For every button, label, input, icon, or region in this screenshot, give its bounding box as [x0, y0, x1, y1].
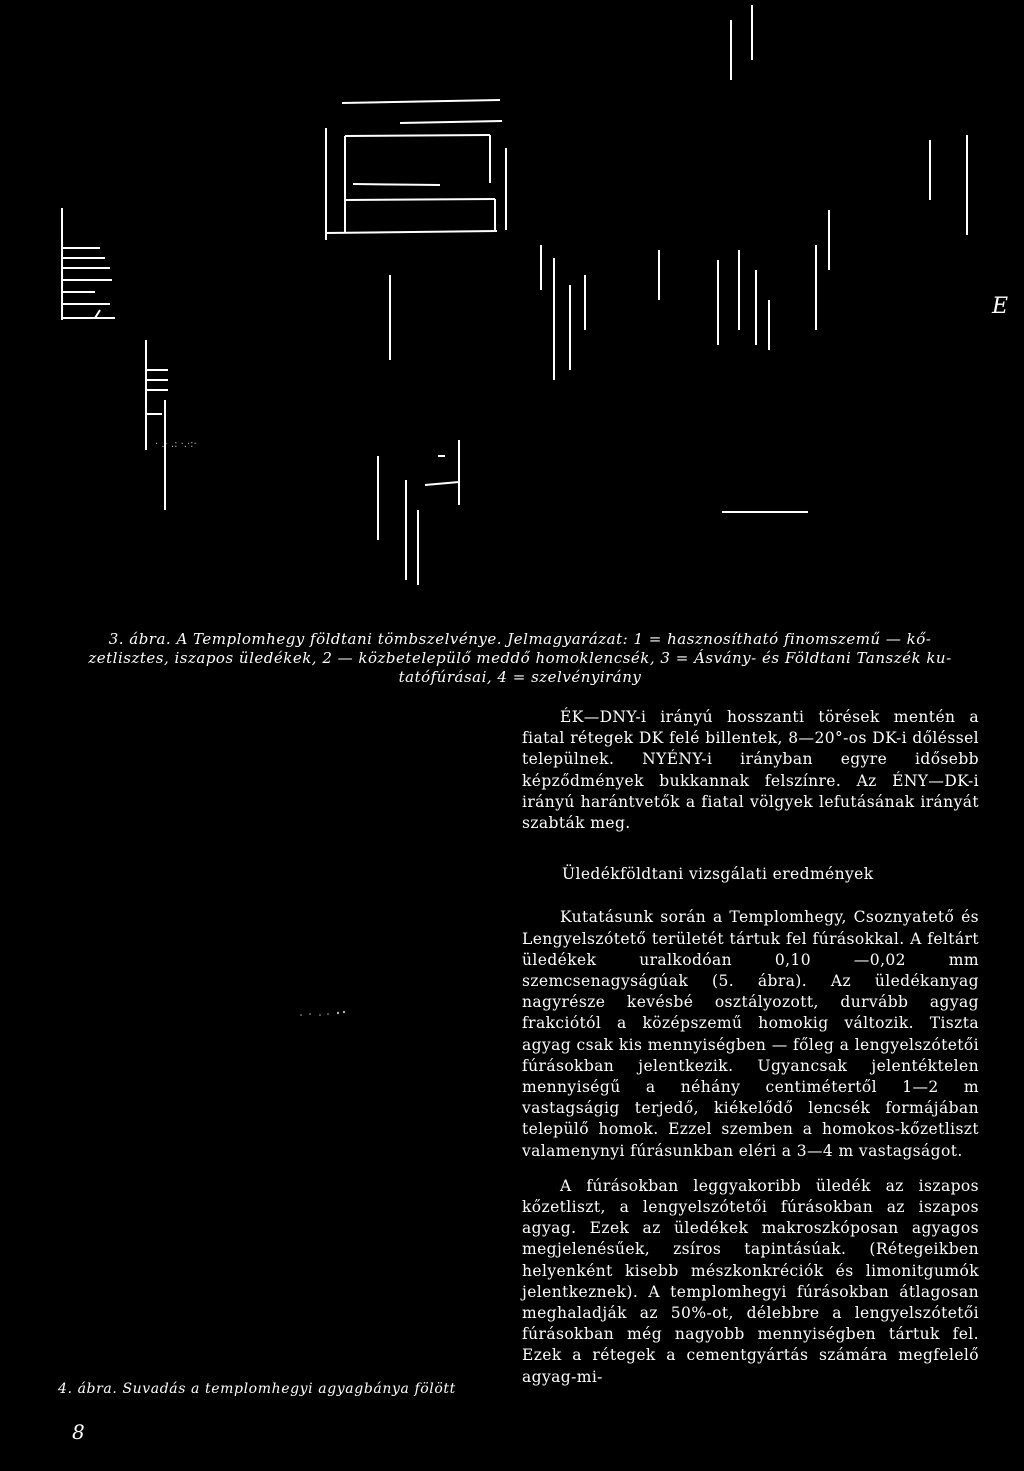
body-paragraph: A fúrásokban leggyakoribb üledék az iszapos kőzetliszt, a lengyelszótetői fúrásokban az iszapos agyag. Ezek az üledékek makroszkóposan agyagos megjelenésűek, zsíros tapintásúak. (Rétegeikben helyenként kisebb mészkonkréciók és limonitgumók jelentkeznek). A templomhegyi fúrásokban átlagosan meghaladják az 50%-ot, délebbre a lengyelszótetői fúrásokban még nagyobb mennyiségben tártuk fel. Ezek a rétegek a cementgyártás számára megfelelő agyag-mi- — [522, 1176, 979, 1386]
figure-corner-letter: E — [992, 294, 1009, 319]
caption-line: tatófúrásai, 4 = szelvényirány — [398, 668, 642, 686]
photo-speck — [298, 1007, 358, 1019]
section-title: Üledékföldtani vizsgálati eredmények — [562, 865, 874, 884]
block-diagram-figure — [0, 0, 1024, 600]
text-column — [522, 707, 979, 1388]
figure-4-caption: 4. ábra. Suvadás a templomhegyi agyagbánya fölött — [58, 1381, 456, 1397]
svg-text:· .· .: ·.·:·: · .· .: ·.·:· — [155, 439, 197, 450]
caption-line: zetlisztes, iszapos üledékek, 2 — közbetelepülő meddő homoklencsék, 3 = Ásvány- és Földtani Tanszék ku- — [88, 649, 952, 667]
caption-line: 3. ábra. A Templomhegy földtani tömbszelvénye. Jelmagyarázat: 1 = hasznosítható finomszemű — kő- — [108, 630, 932, 648]
block-diagram-lines — [0, 0, 1024, 600]
intro-paragraph: ÉK—DNY-i irányú hosszanti törések mentén a fiatal rétegek DK felé billentek, 8—20°-os DK-i dőléssel települnek. NYÉNY-i irányban egyre idősebb képződmények bukkannak felszínre. Az ÉNY—DK-i irányú harántvetők a fiatal völgyek lefutásának irányát szabták meg. — [522, 708, 979, 833]
page-number: 8 — [72, 1420, 85, 1444]
body-paragraph: Kutatásunk során a Templomhegy, Csoznyatető és Lengyelszótető területét tártuk fel fúrásokkal. A feltárt üledékek uralkodóan 0,10 —0,02 mm szemcsenagyságúak (5. ábra). Az üledékanyag nagyrésze kevésbé osztályozott, durvább agyag frakciótól a középszemű homokig változik. Tiszta agyag csak kis mennyiségben — főleg a lengyelszótetői fúrásokban jelentkezik. Ugyancsak jelentéktelen mennyiségű a néhány centimétertől 1—2 m vastagságig terjedő, kiékelődő lencsék formájában települő homok. Ezzel szemben a homokos-kőzetliszt valamenynyi fúrásunkban eléri a 3—4 m vastagságot. — [522, 908, 979, 1160]
figure-3-caption — [40, 630, 1000, 687]
